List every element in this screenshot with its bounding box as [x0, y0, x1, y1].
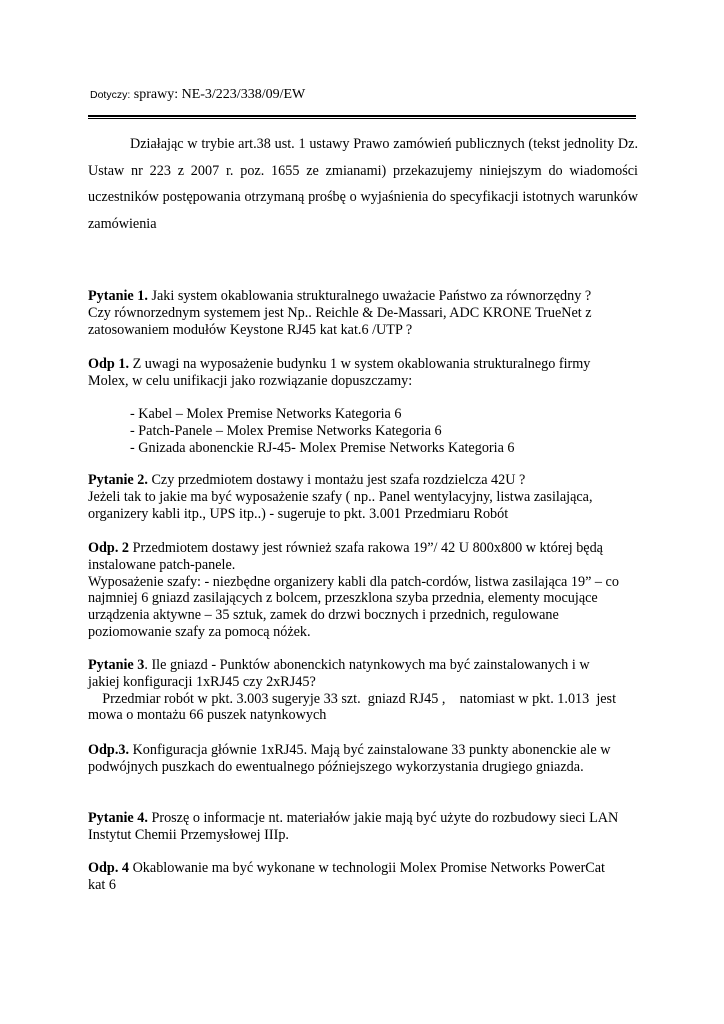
question-3-line-3: Przedmiar robót w pkt. 3.003 sugeryje 33 szt. gniazd RJ45 , natomiast w pkt. 1.013 jest: [88, 690, 617, 707]
question-3: [88, 657, 644, 724]
question-3-line-4: mowa o montażu 66 puszek natynkowych: [88, 707, 327, 724]
answer-1-list: [130, 406, 630, 456]
answer-1: [88, 356, 644, 390]
list-item: - Gnizada abonenckie RJ-45- Molex Premise Networks Kategoria 6: [130, 439, 515, 456]
header-rule-thin: [88, 118, 636, 119]
answer-4-label: Odp. 4: [88, 860, 130, 876]
answer-2-line-1: Odp. 2 Przedmiotem dostawy jest również szafa rakowa 19”/ 42 U 800x800 w której będą: [88, 540, 603, 556]
question-2: [88, 472, 644, 522]
question-3-line-1: Pytanie 3. Ile gniazd - Punktów abonenckich natynkowych ma być zainstalowanych i w: [88, 657, 590, 673]
question-4: [88, 810, 644, 844]
question-4-line-1: Pytanie 4. Proszę o informacje nt. materiałów jakie mają być użyte do rozbudowy sieci LAN: [88, 810, 619, 826]
case-number: NE-3/223/338/09/EW: [181, 87, 306, 102]
question-4-line-2: Instytut Chemii Przemysłowej IIIp.: [88, 826, 289, 843]
answer-3-label: Odp.3.: [88, 742, 130, 758]
question-1-line-2: Czy równorzednym systemem jest Np.. Reichle & De-Massari, ADC KRONE TrueNet z: [88, 304, 592, 321]
list-item: - Kabel – Molex Premise Networks Kategoria 6: [130, 406, 402, 422]
answer-2-line-2: instalowane patch-panele.: [88, 556, 236, 573]
question-1: [88, 288, 644, 338]
answer-2-line-3: Wyposażenie szafy: - niezbędne organizery kabli dla patch-cordów, listwa zasilająca 19” – co: [88, 573, 619, 590]
answer-4: [88, 860, 644, 894]
question-2-line-2: Jeżeli tak to jakie ma być wyposażenie szafy ( np.. Panel wentylacyjny, listwa zasilająca,: [88, 488, 593, 505]
question-1-line-1: Pytanie 1. Jaki system okablowania strukturalnego uważacie Państwo za równorzędny ?: [88, 288, 592, 304]
answer-1-line-1: Odp 1. Z uwagi na wyposażenie budynku 1 w system okablowania strukturalnego firmy: [88, 356, 591, 372]
question-2-line-3: organizery kabli itp., UPS itp..) - sugeruje to pkt. 3.001 Przedmiaru Robót: [88, 505, 509, 522]
reference-label: sprawy:: [133, 87, 179, 102]
question-1-line-3: zatosowaniem modułów Keystone RJ45 kat kat.6 /UTP ?: [88, 321, 413, 338]
question-2-line-1: Pytanie 2. Czy przedmiotem dostawy i montażu jest szafa rozdzielcza 42U ?: [88, 472, 526, 488]
list-item: - Patch-Panele – Molex Premise Networks Kategoria 6: [130, 422, 442, 439]
answer-1-line-2: Molex, w celu unifikacji jako rozwiązanie dopuszczamy:: [88, 372, 413, 389]
question-1-label: Pytanie 1.: [88, 288, 148, 304]
answer-2: [88, 540, 644, 641]
answer-2-label: Odp. 2: [88, 540, 130, 556]
header-rule-thick: [88, 115, 636, 117]
intro-paragraph: Działając w trybie art.38 ust. 1 ustawy Prawo zamówień publicznych (tekst jednolity Dz. Ustaw nr 223 z 2007 r. poz. 1655 ze zmianami) przekazujemy niniejszym do wiadomości uczestników postępowania otrzymaną prośbę o wyjaśnienia do specyfikacji istotnych warunków zamówienia: [88, 136, 638, 232]
question-3-label: Pytanie 3: [88, 657, 145, 673]
question-3-line-2: jakiej konfiguracji 1xRJ45 czy 2xRJ45?: [88, 673, 316, 690]
answer-4-line-2: kat 6: [88, 876, 116, 893]
answer-2-line-4: najmniej 6 gniazd zasilających z bolcem, przeszklona szyba przednia, elementy mocujące: [88, 590, 598, 607]
answer-2-line-5: urządzenia aktywne – 35 sztuk, zamek do drzwi bocznych i przednich, regulowane: [88, 607, 559, 624]
answer-1-label: Odp 1.: [88, 356, 130, 372]
answer-3-line-1: Odp.3. Konfiguracja głównie 1xRJ45. Mają być zainstalowane 33 punkty abonenckie ale w: [88, 742, 611, 758]
answer-3: [88, 742, 644, 776]
answer-3-line-2: podwójnych puszkach do ewentualnego późniejszego wykorzystania drugiego gniazda.: [88, 758, 584, 775]
question-4-label: Pytanie 4.: [88, 810, 148, 826]
reference-prefix: Dotyczy:: [90, 89, 131, 101]
answer-2-line-6: poziomowanie szafy za pomocą nóżek.: [88, 623, 311, 640]
question-2-label: Pytanie 2.: [88, 472, 148, 488]
answer-4-line-1: Odp. 4 Okablowanie ma być wykonane w technologii Molex Promise Networks PowerCat: [88, 860, 605, 876]
case-reference: [90, 86, 305, 104]
